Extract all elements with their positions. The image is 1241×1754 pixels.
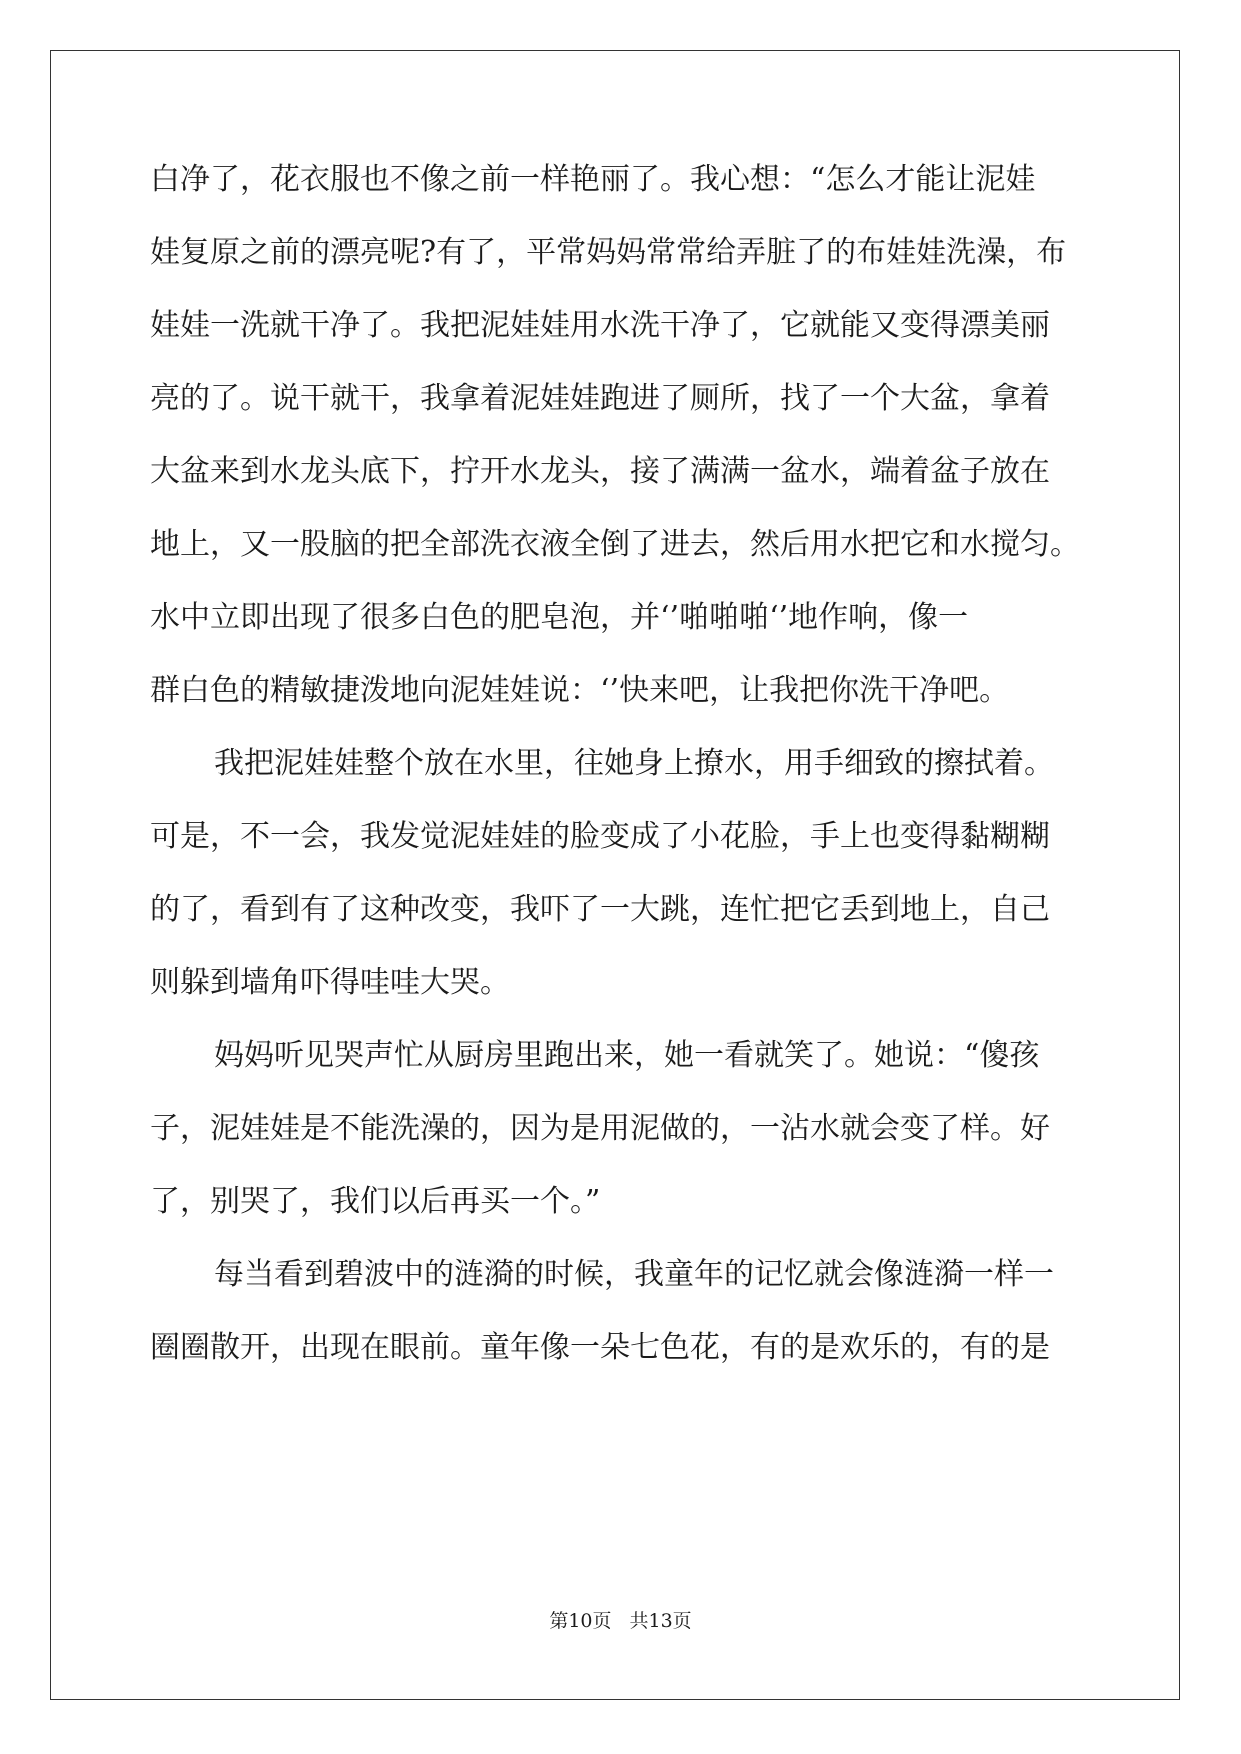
- text-line: 圈圈散开，出现在眼前。童年像一朵七色花，有的是欢乐的，有的是: [150, 1330, 1050, 1365]
- text-line: 娃复原之前的漂亮呢?有了，平常妈妈常常给弄脏了的布娃娃洗澡，布: [150, 235, 1067, 270]
- text-line: 亮的了。说干就干，我拿着泥娃娃跑进了厕所，找了一个大盆，拿着: [150, 381, 1050, 416]
- page-footer: [0, 1606, 1241, 1633]
- text-line: 大盆来到水龙头底下，拧开水龙头，接了满满一盆水，端着盆子放在: [150, 454, 1050, 489]
- text-line: 群白色的精敏捷泼地向泥娃娃说：‘’快来吧，让我把你洗干净吧。: [150, 673, 1010, 708]
- paragraph-first-line: 每当看到碧波中的涟漪的时候，我童年的记忆就会像涟漪一样一: [214, 1257, 1054, 1292]
- page-total: 共13页: [629, 1610, 692, 1632]
- text-line: 子，泥娃娃是不能洗澡的，因为是用泥做的，一沾水就会变了样。好: [150, 1111, 1050, 1146]
- page-border: [50, 50, 1180, 1700]
- page-number: 第10页: [549, 1610, 612, 1632]
- text-line: 可是，不一会，我发觉泥娃娃的脸变成了小花脸，手上也变得黏糊糊: [150, 819, 1050, 854]
- text-line: 娃娃一洗就干净了。我把泥娃娃用水洗干净了，它就能又变得漂美丽: [150, 308, 1050, 343]
- text-line: 则躲到墙角吓得哇哇大哭。: [150, 965, 510, 1000]
- paragraph-first-line: 我把泥娃娃整个放在水里，往她身上撩水，用手细致的擦拭着。: [214, 746, 1054, 781]
- text-line: 了，别哭了，我们以后再买一个。”: [150, 1184, 601, 1219]
- text-line: 水中立即出现了很多白色的肥皂泡，并‘’啪啪啪‘’地作响，像一: [150, 600, 969, 635]
- text-line: 的了，看到有了这种改变，我吓了一大跳，连忙把它丢到地上，自己: [150, 892, 1050, 927]
- paragraph-first-line: 妈妈听见哭声忙从厨房里跑出来，她一看就笑了。她说：“傻孩: [214, 1038, 1040, 1073]
- text-line: 白净了，花衣服也不像之前一样艳丽了。我心想：“怎么才能让泥娃: [150, 162, 1036, 197]
- text-line: 地上，又一股脑的把全部洗衣液全倒了进去，然后用水把它和水搅匀。: [150, 527, 1080, 562]
